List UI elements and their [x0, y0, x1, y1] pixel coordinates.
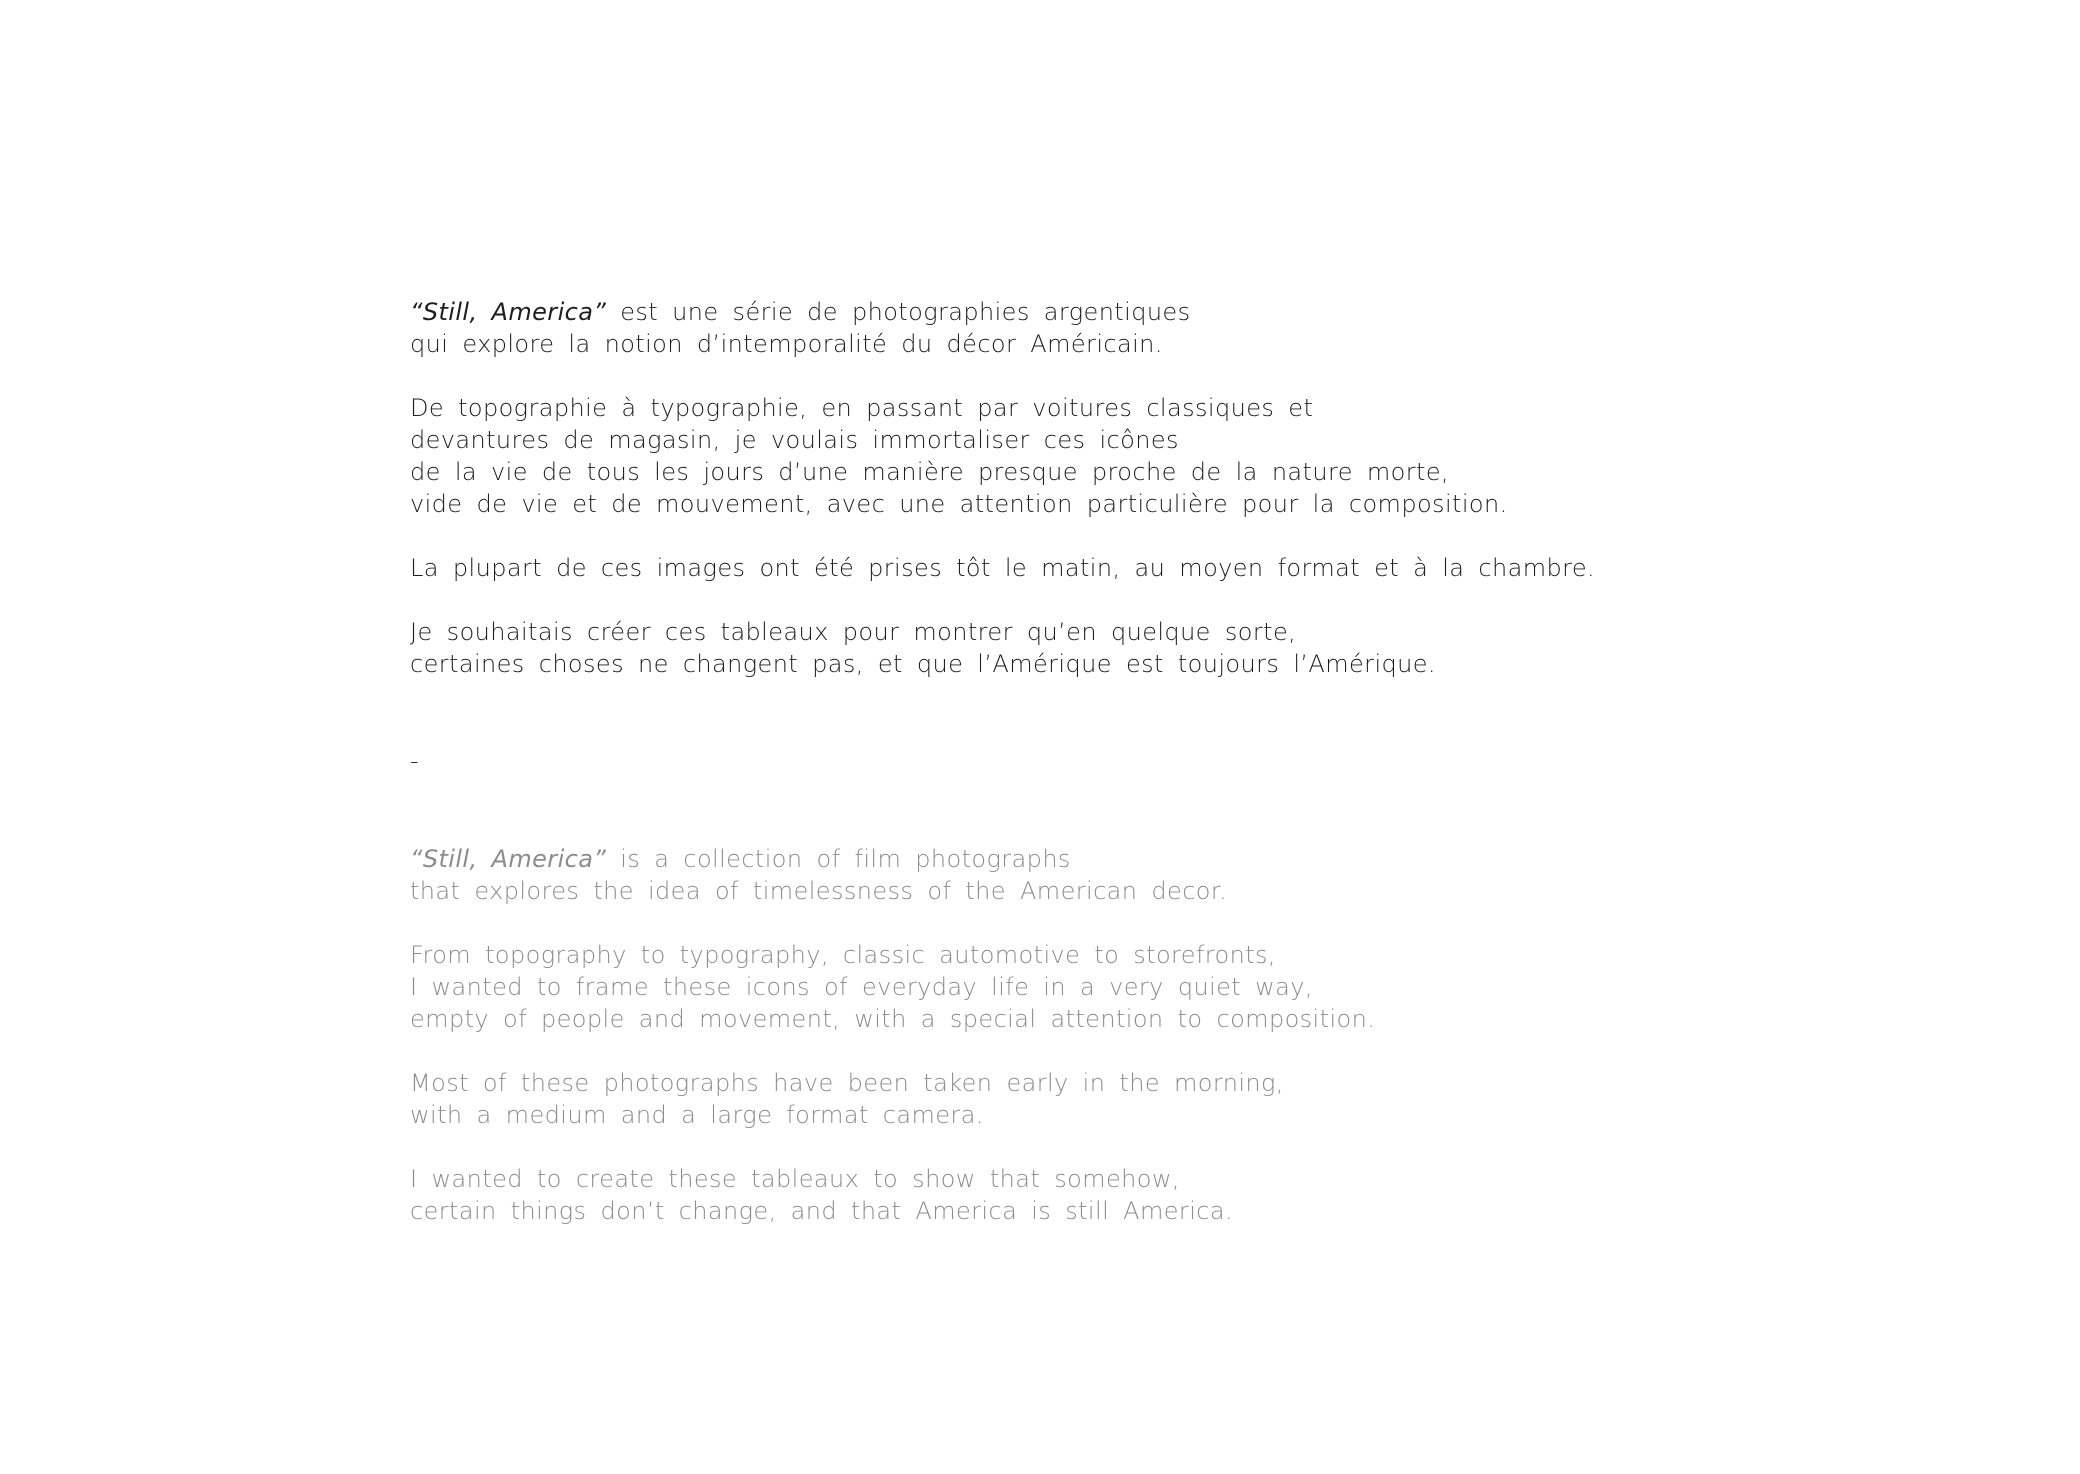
english-intro-line-1-text: is a collection of film photographs [606, 845, 1071, 873]
french-title: “Still, America” [410, 298, 607, 326]
english-paragraph-2 [410, 939, 1375, 1035]
french-paragraph-3 [410, 552, 1595, 584]
french-paragraph-2 [410, 392, 1508, 520]
english-p4-line-1: I wanted to create these tableaux to show that somehow, [410, 1165, 1180, 1193]
english-p2-line-1: From topography to typography, classic automotive to storefronts, [410, 941, 1276, 969]
english-p4-line-2: certain things don’t change, and that America is still America. [410, 1197, 1233, 1225]
english-title: “Still, America” [410, 845, 607, 873]
language-separator [410, 745, 419, 777]
french-p3-line-1: La plupart de ces images ont été prises tôt le matin, au moyen format et à la chambre. [410, 554, 1596, 582]
french-p4-line-1: Je souhaitais créer ces tableaux pour montrer qu’en quelque sorte, [410, 618, 1297, 646]
english-p3-line-2: with a medium and a large format camera. [410, 1101, 984, 1129]
french-intro-line-1 [410, 296, 1191, 328]
english-paragraph-4 [410, 1163, 1233, 1227]
french-p2-line-3: de la vie de tous les jours d’une manière presque proche de la nature morte, [410, 458, 1450, 486]
french-intro-paragraph [410, 296, 1191, 360]
english-intro-paragraph [410, 843, 1227, 907]
english-p2-line-3: empty of people and movement, with a special attention to composition. [410, 1005, 1376, 1033]
french-p2-line-4: vide de vie et de mouvement, avec une attention particulière pour la composition. [410, 490, 1508, 518]
french-intro-line-2: qui explore la notion d’intemporalité du décor Américain. [410, 330, 1163, 358]
french-p2-line-1: De topographie à typographie, en passant par voitures classiques et [410, 394, 1314, 422]
english-intro-line-2: that explores the idea of timelessness of the American decor. [410, 877, 1227, 905]
french-p4-line-2: certaines choses ne changent pas, et que l’Amérique est toujours l’Amérique. [410, 650, 1436, 678]
english-paragraph-3 [410, 1067, 1284, 1131]
english-intro-line-1 [410, 843, 1227, 875]
french-intro-line-1-text: est une série de photographies argentiques [606, 298, 1191, 326]
french-p2-line-2: devantures de magasin, je voulais immortaliser ces icônes [410, 426, 1179, 454]
separator-dash: - [410, 747, 420, 775]
english-p3-line-1: Most of these photographs have been taken early in the morning, [410, 1069, 1284, 1097]
french-paragraph-4 [410, 616, 1436, 680]
english-p2-line-2: I wanted to frame these icons of everyday life in a very quiet way, [410, 973, 1313, 1001]
